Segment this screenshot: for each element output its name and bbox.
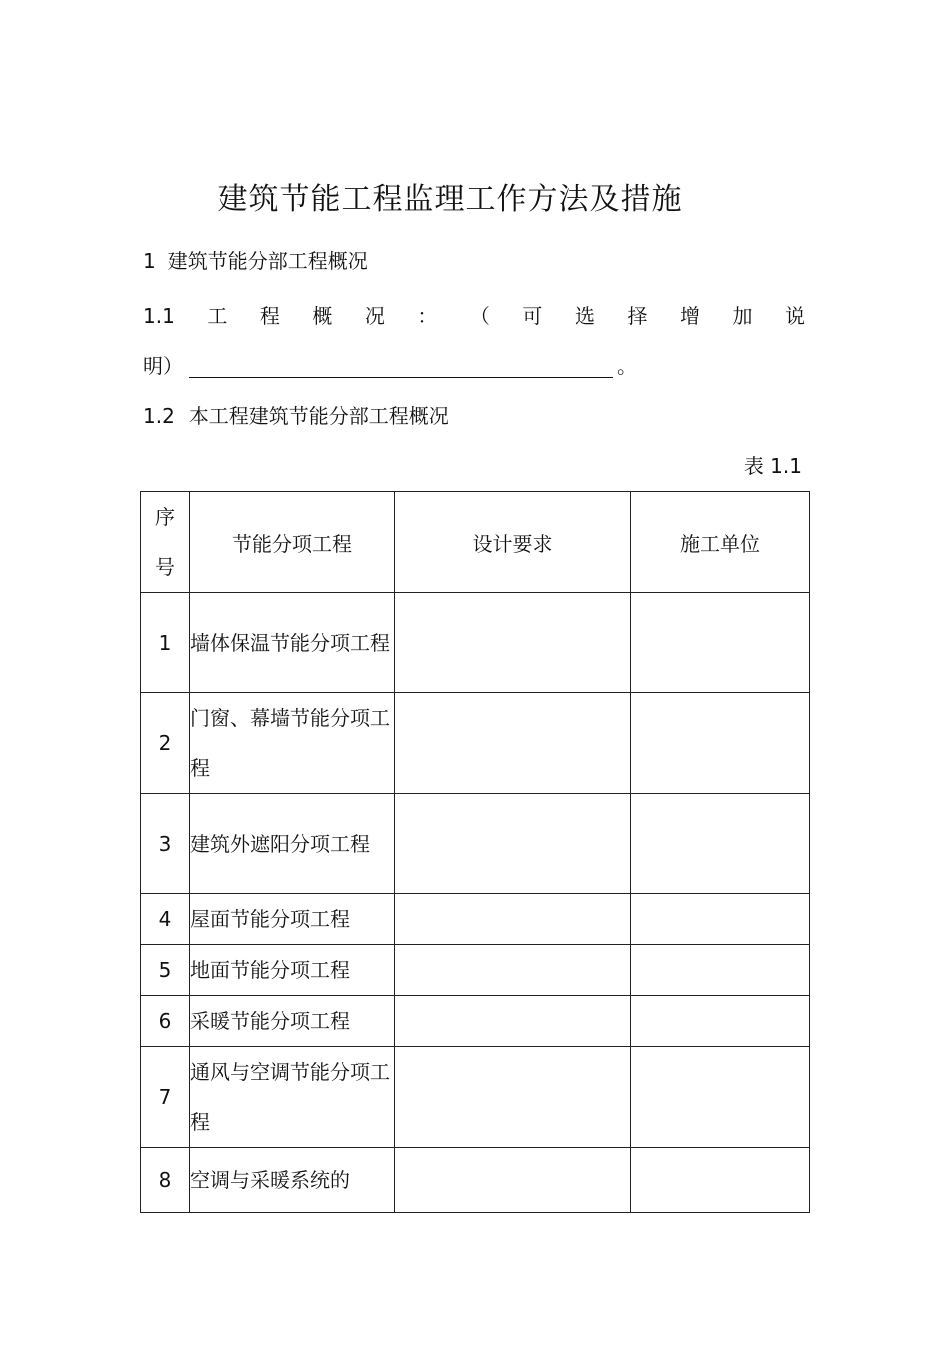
row-unit-cell[interactable] — [631, 794, 810, 894]
spaced-char: 可 — [522, 304, 543, 328]
row-name: 屋面节能分项工程 — [190, 894, 395, 945]
row-name: 采暖节能分项工程 — [190, 996, 395, 1047]
section-1-heading — [143, 249, 368, 273]
table-header-row — [141, 492, 810, 593]
spaced-char: 程 — [259, 304, 280, 328]
row-requirement-cell[interactable] — [395, 693, 631, 794]
row-unit-cell[interactable] — [631, 1047, 810, 1148]
table-row — [141, 996, 810, 1047]
row-requirement-cell[interactable] — [395, 945, 631, 996]
row-requirement-cell[interactable] — [395, 794, 631, 894]
header-requirement: 设计要求 — [395, 492, 631, 593]
spaced-char: 选 — [574, 304, 595, 328]
section-number: 1 — [143, 249, 156, 273]
table-row — [141, 894, 810, 945]
row-index: 3 — [141, 794, 190, 894]
fill-in-blank[interactable] — [189, 357, 613, 378]
row-unit-cell[interactable] — [631, 945, 810, 996]
section-number: 1.2 — [143, 404, 175, 428]
spaced-char: 概 — [312, 304, 333, 328]
section-1-1-line — [143, 304, 805, 328]
table-row — [141, 1047, 810, 1148]
row-index: 1 — [141, 593, 190, 693]
spaced-char: 工 — [207, 304, 228, 328]
row-index: 6 — [141, 996, 190, 1047]
header-unit: 施工单位 — [631, 492, 810, 593]
table-row — [141, 945, 810, 996]
row-requirement-cell[interactable] — [395, 1047, 631, 1148]
spaced-char: 说 — [785, 304, 805, 328]
section-1-1-continuation — [143, 354, 637, 378]
row-name: 通风与空调节能分项工程 — [190, 1047, 395, 1148]
row-unit-cell[interactable] — [631, 1148, 810, 1213]
row-unit-cell[interactable] — [631, 894, 810, 945]
section-number: 1.1 — [143, 304, 175, 328]
row-requirement-cell[interactable] — [395, 894, 631, 945]
table-row — [141, 593, 810, 693]
table-row — [141, 794, 810, 894]
section-title: 建筑节能分部工程概况 — [167, 249, 368, 273]
row-name: 墙体保温节能分项工程 — [190, 593, 395, 693]
row-requirement-cell[interactable] — [395, 996, 631, 1047]
row-name: 地面节能分项工程 — [190, 945, 395, 996]
row-index: 4 — [141, 894, 190, 945]
row-index: 7 — [141, 1047, 190, 1148]
row-index: 8 — [141, 1148, 190, 1213]
spaced-char: 增 — [679, 304, 700, 328]
row-name: 空调与采暖系统的 — [190, 1148, 395, 1213]
row-name: 门窗、幕墙节能分项工程 — [190, 693, 395, 794]
row-requirement-cell[interactable] — [395, 1148, 631, 1213]
header-index — [141, 492, 190, 593]
row-unit-cell[interactable] — [631, 996, 810, 1047]
continuation-prefix: 明） — [143, 354, 183, 378]
header-name: 节能分项工程 — [190, 492, 395, 593]
spaced-char: 况 — [364, 304, 385, 328]
table-row — [141, 693, 810, 794]
spaced-char: ： — [417, 304, 438, 328]
section-1-2-heading — [143, 404, 449, 428]
row-name: 建筑外遮阳分项工程 — [190, 794, 395, 894]
row-requirement-cell[interactable] — [395, 593, 631, 693]
spaced-char: 加 — [732, 304, 753, 328]
table-row — [141, 1148, 810, 1213]
spaced-char: 择 — [627, 304, 648, 328]
row-index: 5 — [141, 945, 190, 996]
table-caption: 表 1.1 — [743, 454, 802, 478]
section-title: 本工程建筑节能分部工程概况 — [188, 404, 449, 428]
row-index: 2 — [141, 693, 190, 794]
document-title: 建筑节能工程监理工作方法及措施 — [217, 182, 683, 217]
subproject-table — [140, 491, 810, 1213]
row-unit-cell[interactable] — [631, 593, 810, 693]
continuation-suffix: 。 — [617, 354, 637, 378]
spaced-char: （ — [469, 304, 490, 328]
row-unit-cell[interactable] — [631, 693, 810, 794]
header-index-label: 序 号 — [155, 505, 175, 579]
